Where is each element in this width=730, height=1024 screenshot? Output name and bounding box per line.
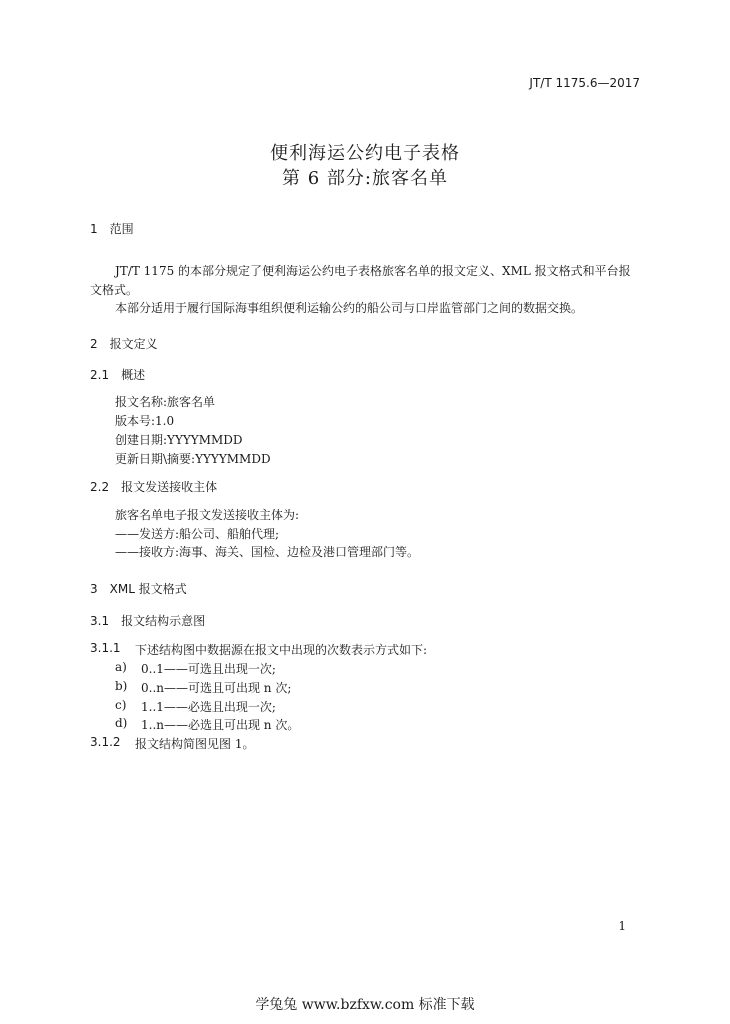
section-2-1-heading: 2.1 概述 — [90, 368, 146, 382]
section-1-heading: 1 范围 — [90, 222, 134, 236]
document-title: 便利海运公约电子表格 — [270, 143, 460, 164]
overview-item: 创建日期:YYYYMMDD — [115, 433, 243, 447]
list-item-text: 0..n——可选且可出现 n 次; — [141, 681, 292, 695]
section-3-heading: 3 XML 报文格式 — [90, 582, 187, 596]
list-item-text: 1..1——必选且出现一次; — [141, 700, 276, 714]
section-2-heading: 2 报文定义 — [90, 337, 158, 351]
section-1-paragraph-2: 本部分适用于履行国际海事组织便利运输公约的船公司与口岸监管部门之间的数据交换。 — [115, 301, 584, 315]
list-item-sender: ——发送方:船公司、船舶代理; — [115, 527, 280, 541]
document-subtitle: 第 6 部分:旅客名单 — [282, 168, 448, 189]
clause-3-1-1-text: 下述结构图中数据源在报文中出现的次数表示方式如下: — [135, 643, 428, 657]
list-item-receiver: ——接收方:海事、海关、国检、边检及港口管理部门等。 — [115, 545, 420, 559]
section-1-paragraph-1-line-1: JT/T 1175 的本部分规定了便利海运公约电子表格旅客名单的报文定义、XML 报文格式和平台报 — [115, 264, 631, 278]
section-3-1-heading: 3.1 报文结构示意图 — [90, 614, 206, 628]
overview-item: 版本号:1.0 — [115, 414, 175, 428]
list-item-text: 1..n——必选且可出现 n 次。 — [141, 718, 300, 732]
list-item-label: a) — [115, 660, 127, 674]
page-number: 1 — [618, 919, 626, 933]
overview-item: 更新日期\摘要:YYYYMMDD — [115, 452, 271, 466]
list-item-label: d) — [115, 716, 128, 730]
list-item-label: c) — [115, 698, 127, 712]
clause-3-1-2-text: 报文结构简图见图 1。 — [135, 737, 255, 751]
list-item-text: 0..1——可选且出现一次; — [141, 662, 276, 676]
section-1-paragraph-1-line-2: 文格式。 — [90, 283, 139, 297]
footer-watermark[interactable]: 学兔兔 www.bzfxw.com 标准下载 — [255, 997, 475, 1013]
section-2-2-intro: 旅客名单电子报文发送接收主体为: — [115, 508, 300, 522]
standard-code: JT/T 1175.6—2017 — [529, 76, 640, 90]
section-2-2-heading: 2.2 报文发送接收主体 — [90, 480, 218, 494]
clause-3-1-2-number: 3.1.2 — [90, 735, 121, 749]
clause-3-1-1-number: 3.1.1 — [90, 641, 121, 655]
overview-item: 报文名称:旅客名单 — [115, 395, 216, 409]
list-item-label: b) — [115, 679, 128, 693]
